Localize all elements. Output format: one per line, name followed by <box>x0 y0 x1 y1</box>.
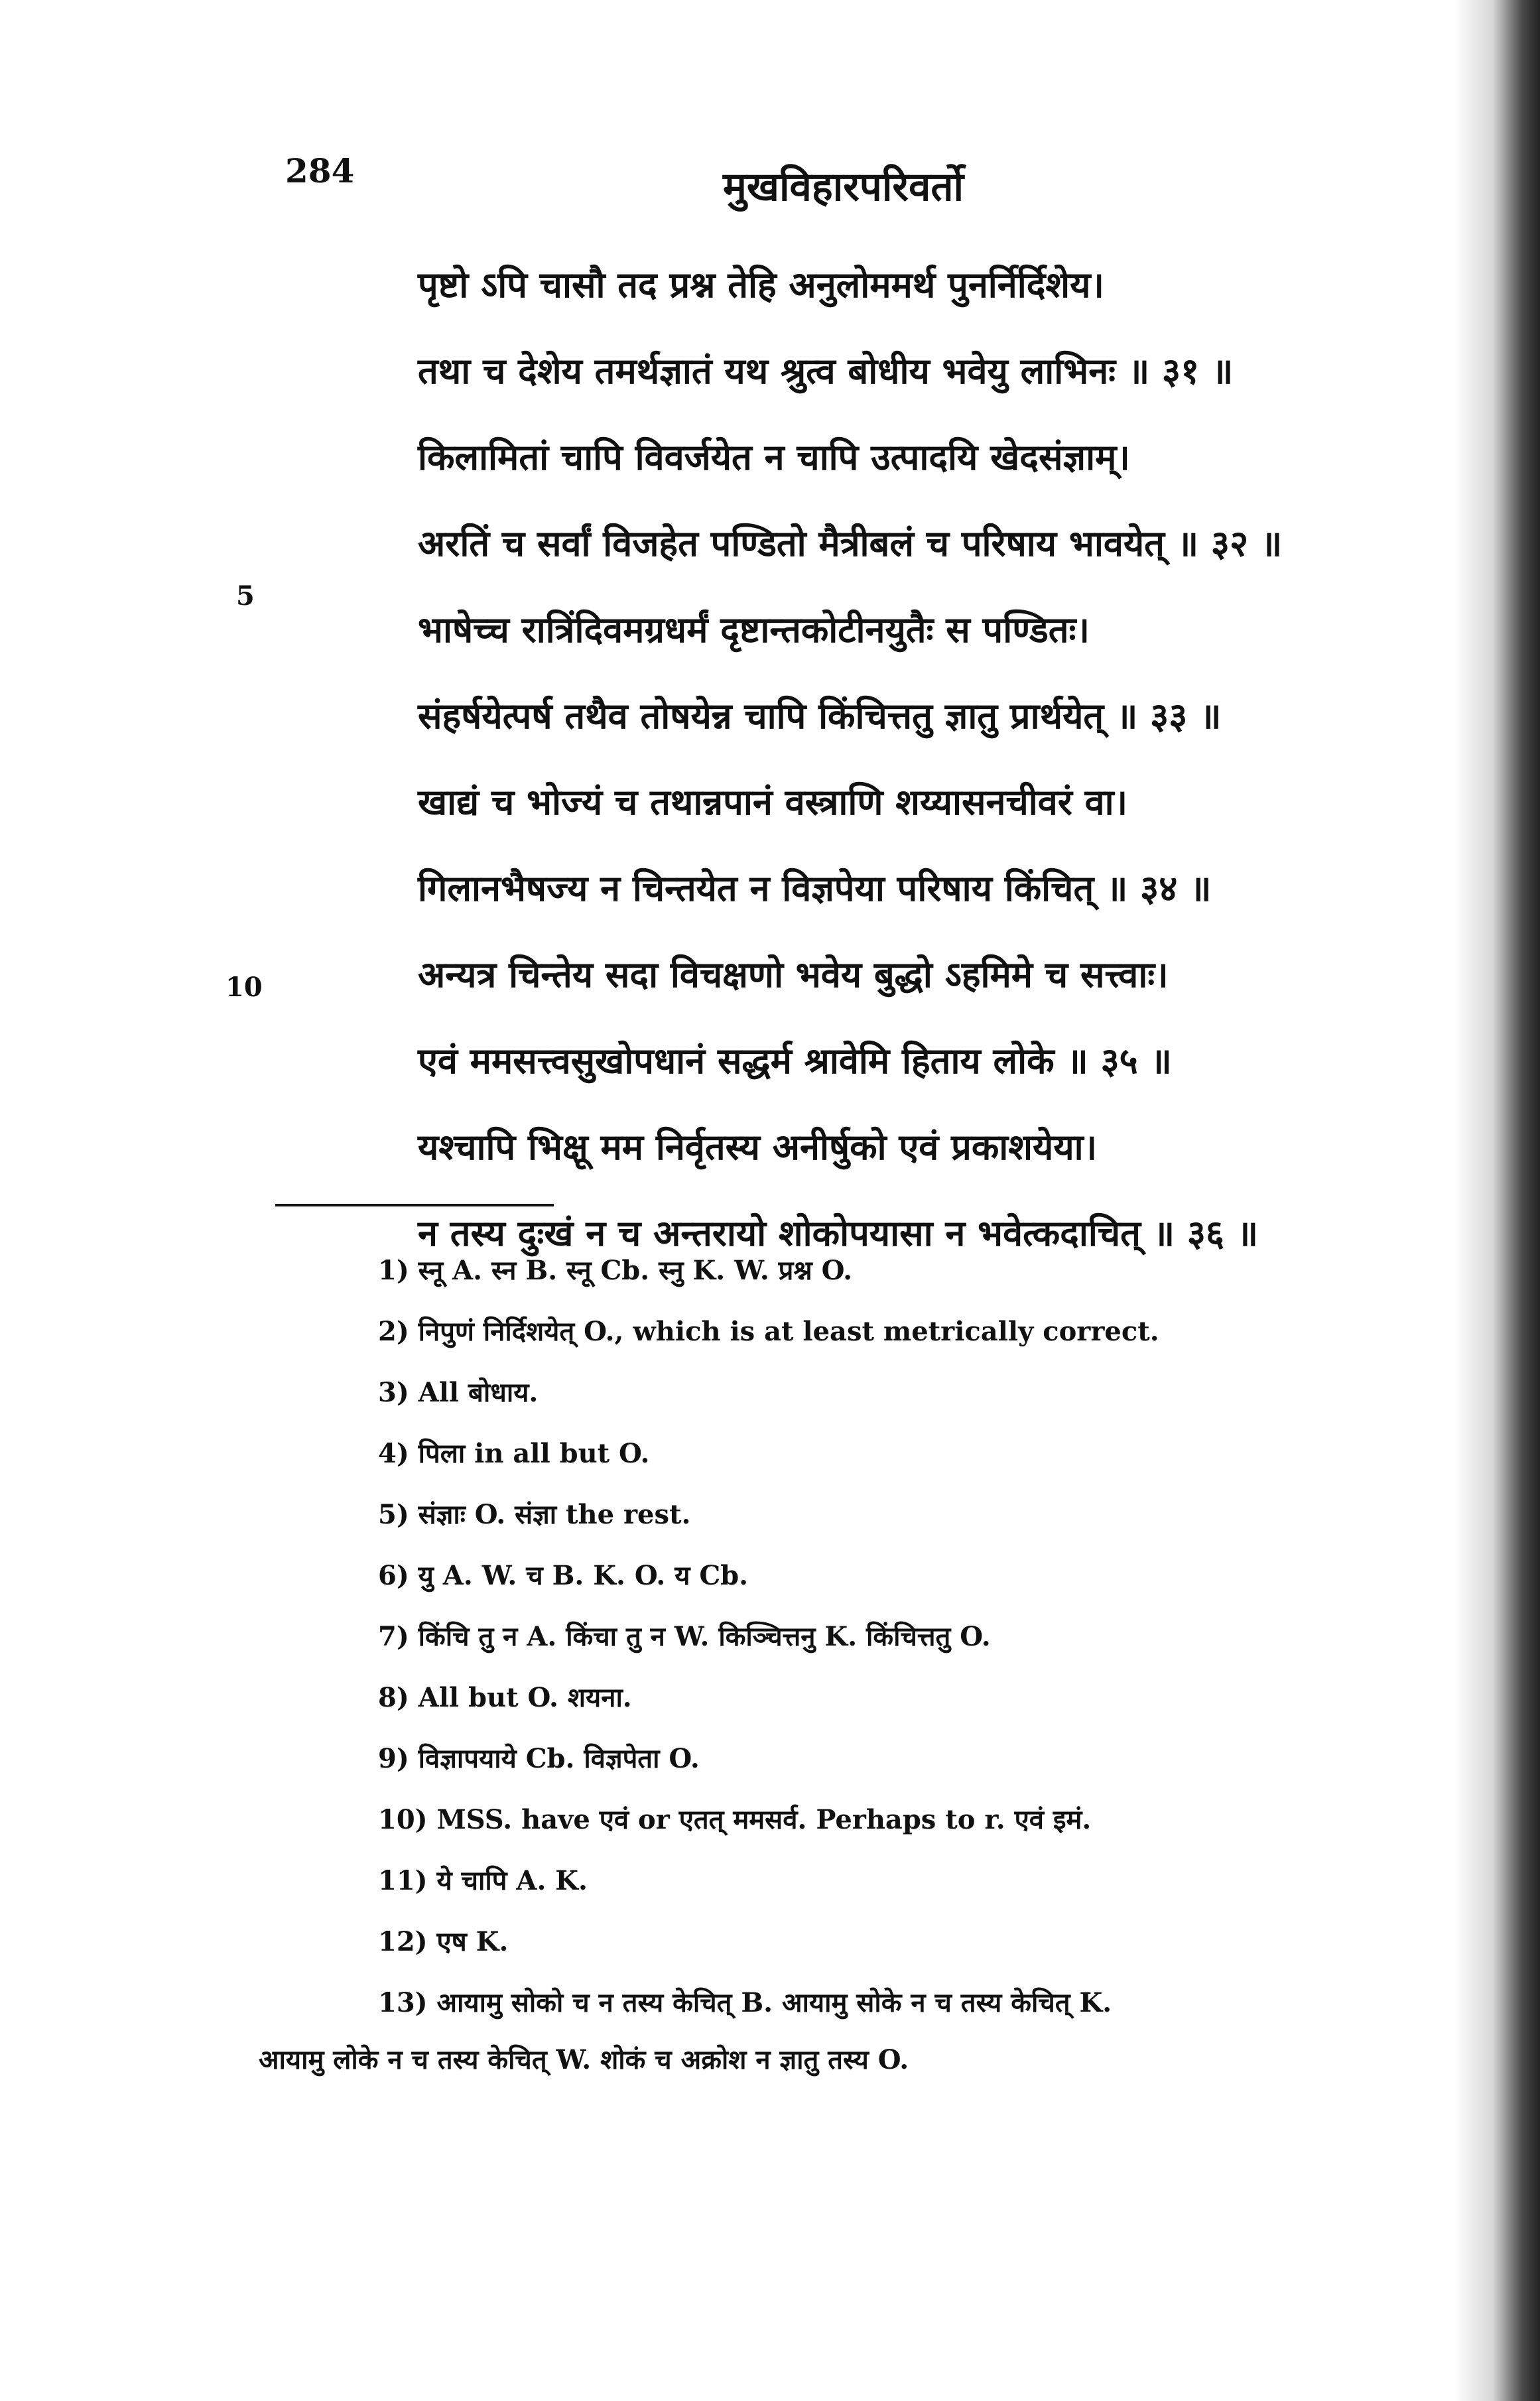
verse-block <box>418 242 1452 1277</box>
footnote: 13) आयामु सोको च न तस्य केचित् B. आयामु सोके न च तस्य केचित् K. <box>378 1987 1112 2018</box>
verse-line: अन्यत्र चिन्तेय सदा विचक्षणो भवेय बुद्धो ऽहमिमे च सत्त्वाः। <box>418 954 1169 996</box>
verse-line: खाद्यं च भोज्यं च तथान्नपानं वस्त्राणि शय्यासनचीवरं वा। <box>418 781 1128 823</box>
footnote: 1) स्नू A. स्न B. स्नू Cb. स्नु K. W. प्रश्न O. <box>378 1255 853 1286</box>
verse-line: संहर्षयेत्पर्ष तथैव तोषयेन्न चापि किंचित्ततु ज्ञातु प्रार्थयेत् ॥ ३३ ॥ <box>418 695 1222 737</box>
footnote: 8) All but O. शयना. <box>378 1682 632 1713</box>
footnote: 7) किंचि तु न A. किंचा तु न W. किञ्चित्तनु K. किंचित्ततु O. <box>378 1621 991 1652</box>
footnote: 10) MSS. have एवं or एतत् ममसर्व. Perhaps to r. एवं इमं. <box>378 1804 1092 1835</box>
footnote: 11) ये चापि A. K. <box>378 1865 588 1896</box>
page-number: 284 <box>285 151 355 190</box>
verse-line: गिलानभैषज्य न चिन्तयेत न विज्ञपेया परिषाय किंचित् ॥ ३४ ॥ <box>418 868 1212 909</box>
verse-line: न तस्य दुःखं न च अन्तरायो शोकोपयासा न भवेत्कदाचित् ॥ ३६ ॥ <box>418 1212 1259 1254</box>
verse-line: भाषेच्च रात्रिंदिवमग्रधर्मं दृष्टान्तकोटीनयुतैः स पण्डितः। <box>418 609 1090 651</box>
footnote: 12) एष K. <box>378 1926 509 1957</box>
footnotes-block <box>259 1240 1466 2087</box>
footnote: 3) All बोधाय. <box>378 1377 539 1408</box>
verse-line: पृष्टो ऽपि चासौ तद प्रश्न तेहि अनुलोममर्थ पुनर्निर्दिशेय। <box>418 264 1104 306</box>
footnote-separator-rule <box>275 1204 554 1206</box>
verse-line: एवं ममसत्त्वसुखोपधानं सद्धर्म श्रावेमि हिताय लोके ॥ ३५ ॥ <box>418 1040 1172 1082</box>
verse-line: अरतिं च सर्वां विजहेत पण्डितो मैत्रीबलं च परिषाय भावयेत् ॥ ३२ ॥ <box>418 523 1283 564</box>
running-title: मुखविहारपरिवर्तो <box>723 164 964 210</box>
scan-shadow-edge <box>1454 0 1540 2401</box>
verse-line: किलामितां चापि विवर्जयेत न चापि उत्पादयि खेदसंज्ञाम्। <box>418 436 1130 478</box>
verse-line: तथा च देशेय तमर्थज्ञातं यथ श्रुत्व बोधीय भवेयु लाभिनः ॥ ३१ ॥ <box>418 350 1234 392</box>
footnote: 5) संज्ञाः O. संज्ञा the rest. <box>378 1499 691 1530</box>
line-number-marker: 5 <box>236 580 255 612</box>
footnote: 4) पिला in all but O. <box>378 1438 650 1469</box>
line-number-marker: 10 <box>225 972 263 1003</box>
footnote: 9) विज्ञापयाये Cb. विज्ञपेता O. <box>378 1743 700 1774</box>
footnote-continuation: आयामु लोके न च तस्य केचित् W. शोकं च अक्रोश न ज्ञातु तस्य O. <box>259 2044 909 2075</box>
verse-line: यश्चापि भिक्षू मम निर्वृतस्य अनीर्षुको एवं प्रकाशयेया। <box>418 1126 1098 1168</box>
footnote: 6) यु A. W. च B. K. O. य Cb. <box>378 1560 749 1591</box>
footnote: 2) निपुणं निर्दिशयेत् O., which is at least metrically correct. <box>378 1316 1159 1347</box>
